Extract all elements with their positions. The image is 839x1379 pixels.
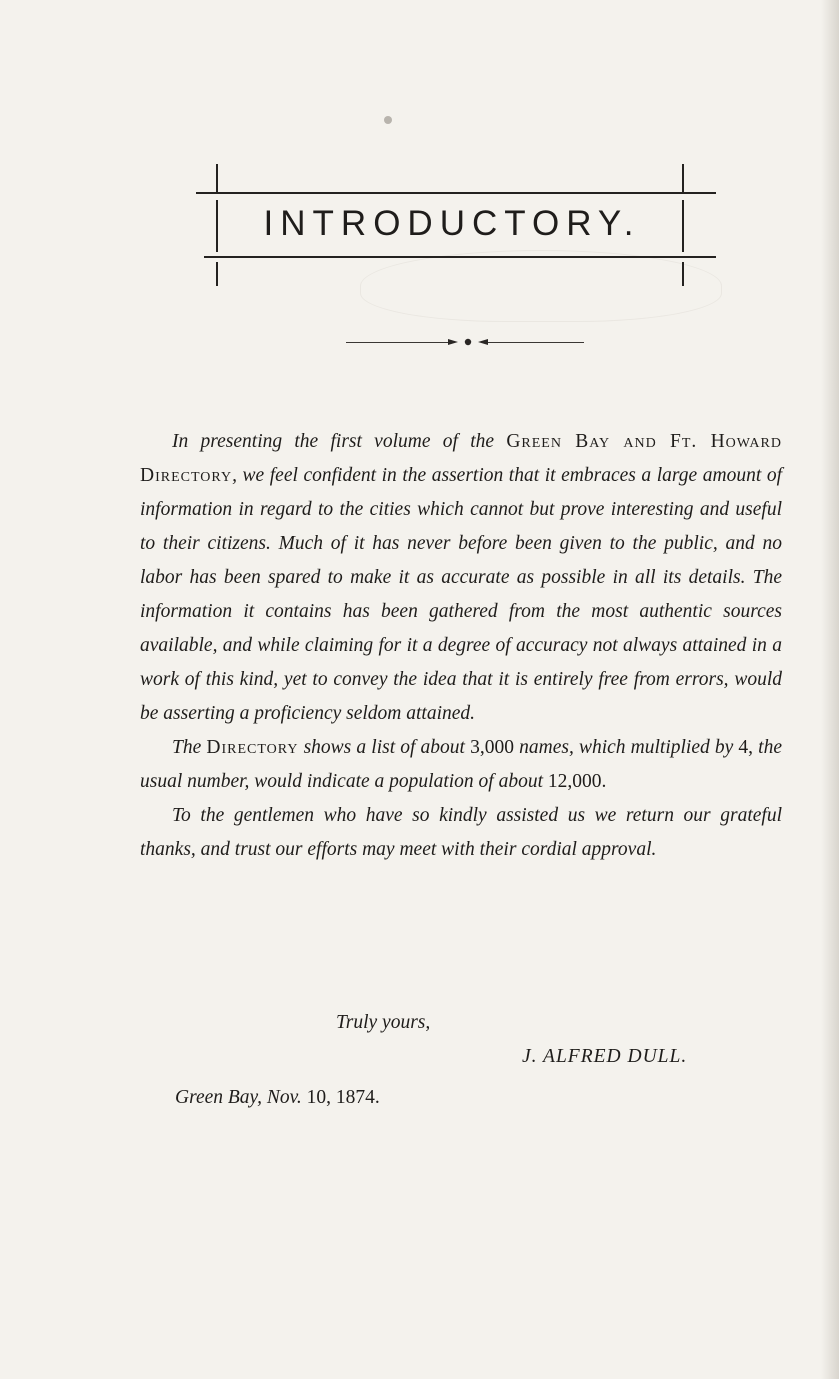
frame-side-right — [682, 200, 684, 252]
frame-tick-bottom-right — [682, 262, 684, 286]
place-date: Green Bay, Nov. 10, 1874. — [175, 1087, 380, 1108]
multiplier: 4, — [738, 737, 754, 758]
paragraph-3: To the gentlemen who have so kindly assisted us we return our grateful thanks, and trust our efforts may meet with their cordial approval. — [140, 805, 782, 860]
paper-speck — [384, 116, 392, 124]
paragraph-1: In presenting the first volume of the Green Bay and Ft. Howard Directory, we feel confident in the assertion that it embraces a large amount of information in regard to the cities which cannot but prove interesting and useful to their citizens. Much of it has never before been given to the public, and no labor has been spared to make it as accurate as possible in all its details. The information it contains has been gathered from the most authentic sources available, and while claiming for it a degree of accuracy not always attained in a work of this kind, yet to convey the idea that it is entirely free from errors, would be asserting a proficiency seldom attained. — [140, 431, 782, 724]
directory-name: Green Bay and Ft. Howard Directory — [140, 431, 782, 486]
ornament-rule-left — [346, 342, 450, 343]
frame-tick-top-right — [682, 164, 684, 192]
frame-side-left — [216, 200, 218, 252]
introduction-text — [140, 425, 782, 867]
frame-tick-top-left — [216, 164, 218, 192]
directory-word: Directory — [206, 737, 299, 758]
ornament-rule-right — [486, 342, 584, 343]
ornament-icon — [448, 335, 488, 349]
closing-line: Truly yours, — [336, 1012, 431, 1033]
population-estimate: 12,000. — [547, 771, 607, 792]
frame-rule-top — [196, 192, 716, 194]
paragraph-2: The Directory shows a list of about 3,000 names, which multiplied by 4, the usual number, would indicate a population of about 12,000. — [140, 737, 783, 792]
page-title: INTRODUCTORY. — [263, 204, 641, 243]
frame-rule-bottom — [204, 256, 716, 258]
names-count: 3,000 — [470, 737, 514, 758]
page-edge-shadow — [821, 0, 839, 1379]
frame-tick-bottom-left — [216, 262, 218, 286]
signature: J. ALFRED DULL. — [522, 1046, 688, 1067]
